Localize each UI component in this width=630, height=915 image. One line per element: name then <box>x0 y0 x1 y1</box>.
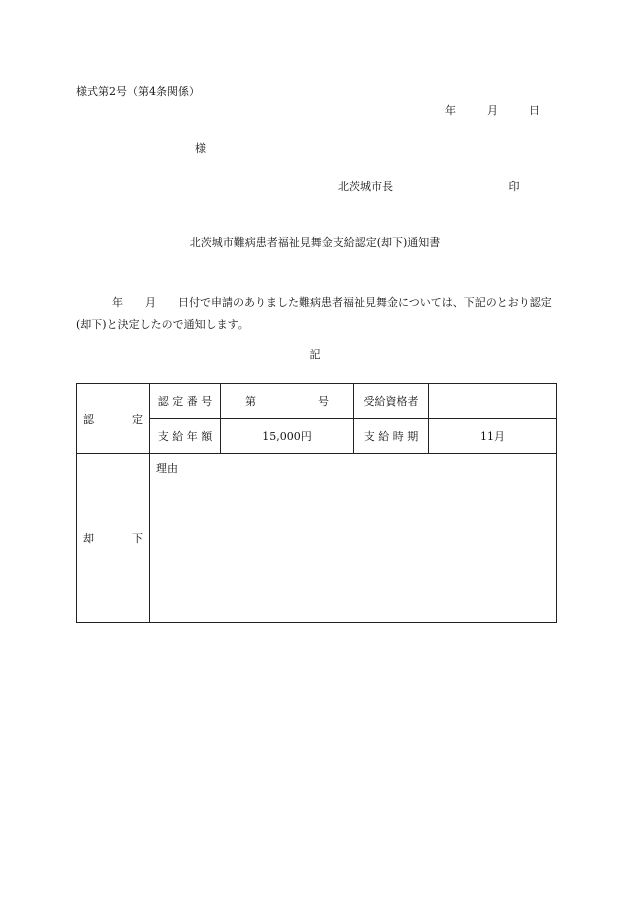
payment-timing-value: 11月 <box>429 419 557 454</box>
approval-label-right: 定 <box>132 412 143 426</box>
ki-heading: 記 <box>309 348 321 361</box>
document-title: 北茨城市難病患者福祉見舞金支給認定(却下)通知書 <box>189 236 441 249</box>
date-year: 年 <box>445 104 456 117</box>
approval-label-left: 認 <box>83 412 94 426</box>
table-row <box>77 384 557 419</box>
cert-number-field <box>221 384 354 419</box>
table-row <box>77 454 557 623</box>
form-identifier: 様式第2号（第4条関係） <box>76 85 200 98</box>
issue-date <box>445 104 540 118</box>
issuer-line <box>338 180 520 194</box>
approval-table <box>76 383 557 623</box>
notice-body: 年 月 日付で申請のありました難病患者福祉見舞金については、下記のとおり認定(却下)と決定したので通知します。 <box>76 296 552 331</box>
issuer-name: 北茨城市長 <box>338 180 393 193</box>
rejection-section-label <box>77 454 150 623</box>
reason-field <box>150 454 557 623</box>
recipient-label: 受給資格者 <box>354 384 429 419</box>
date-month: 月 <box>487 104 498 117</box>
payment-timing-label: 支 給 時 期 <box>354 419 429 454</box>
cert-number-prefix: 第 <box>245 395 256 408</box>
cert-number-suffix: 号 <box>318 395 329 408</box>
reason-label: 理由 <box>156 462 178 475</box>
addressee: 様 <box>195 142 206 155</box>
date-day: 日 <box>529 104 540 117</box>
recipient-field <box>429 384 557 419</box>
annual-amount-label: 支 給 年 額 <box>150 419 221 454</box>
seal-mark: 印 <box>508 180 520 193</box>
reject-label-left: 却 <box>83 532 94 545</box>
annual-amount-value: 15,000円 <box>221 419 354 454</box>
cert-number-label: 認 定 番 号 <box>150 384 221 419</box>
reject-label-right: 下 <box>132 532 143 545</box>
approval-section-label <box>77 384 150 454</box>
